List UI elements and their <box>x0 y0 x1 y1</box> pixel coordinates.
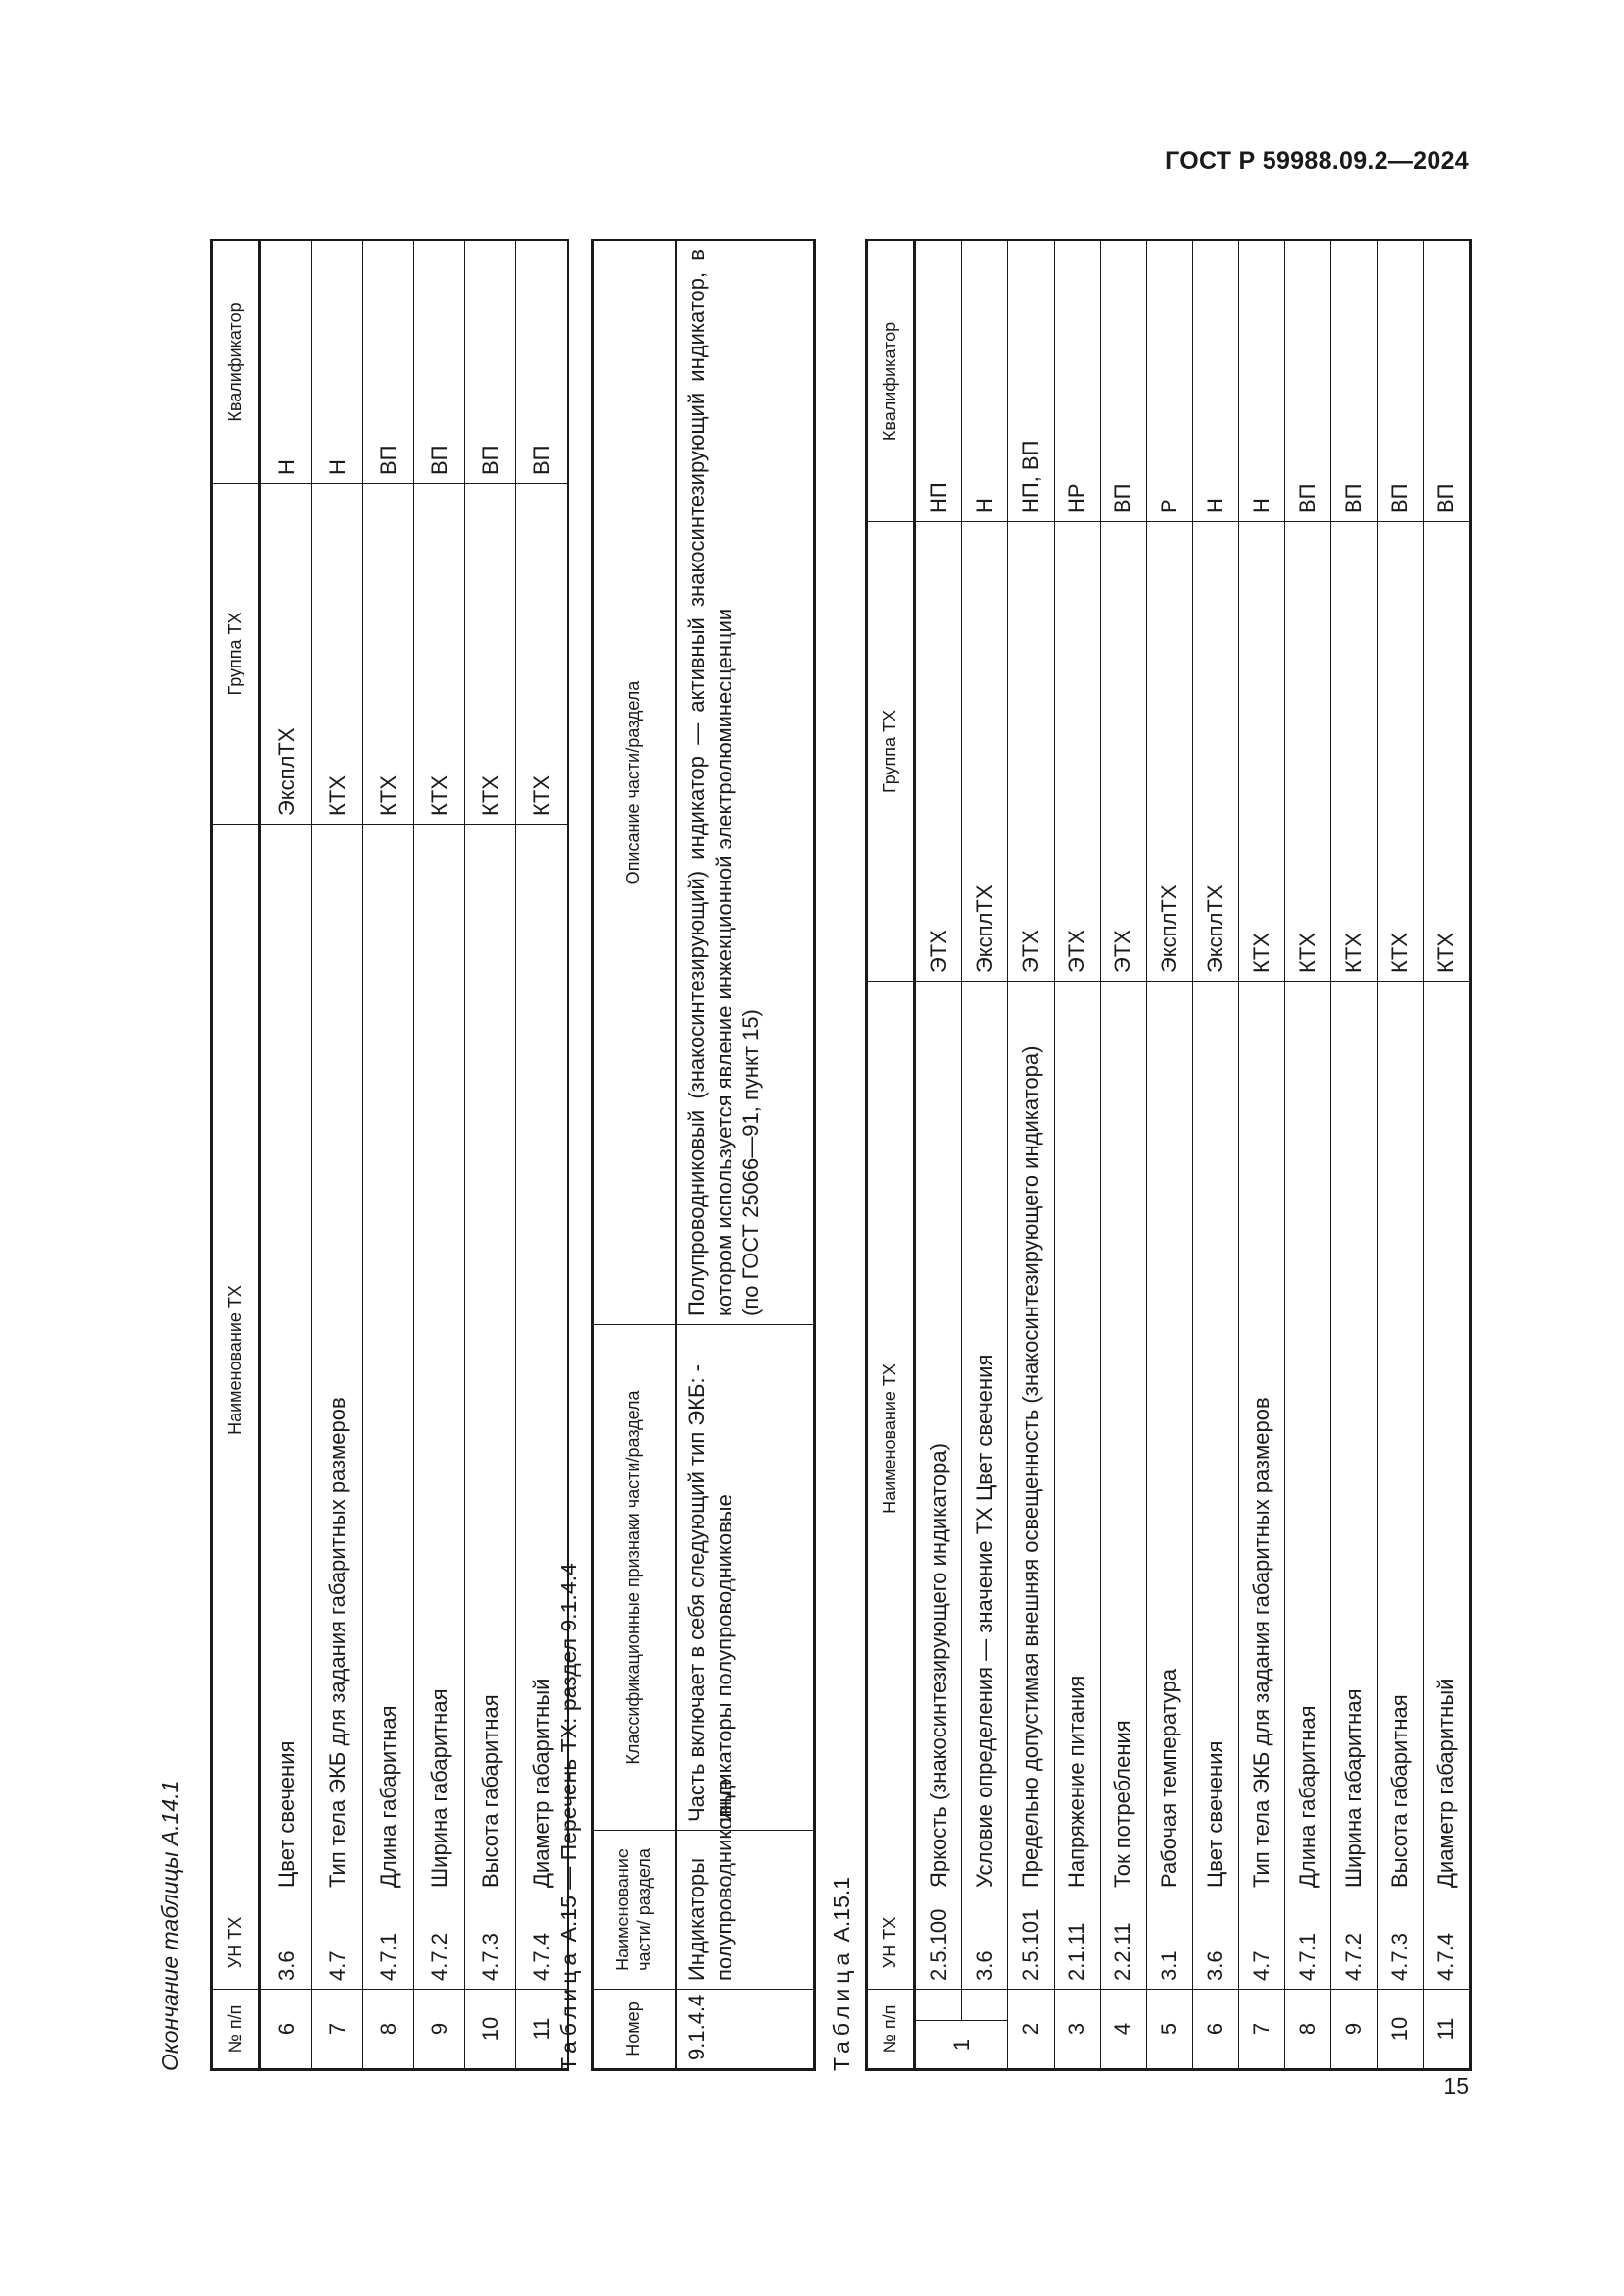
col-header-features: Классификационные признаки части/раздела <box>593 1325 677 1831</box>
cell-number: 11 <box>516 1990 568 2070</box>
table-row <box>414 240 465 2070</box>
col-header-name: Наименование ТХ <box>212 825 260 1896</box>
cell-name: Длина габаритная <box>1285 982 1331 1896</box>
cell-group: КТХ <box>1331 522 1378 982</box>
cell-name: Цвет свечения <box>260 825 312 1896</box>
document-code: ГОСТ Р 59988.09.2—2024 <box>1165 147 1469 175</box>
col-header-group: Группа ТХ <box>867 522 915 982</box>
col-header-number: № п/п <box>212 1990 260 2070</box>
cell-un: 2.2.11 <box>1101 1896 1147 1990</box>
cell-number: 4 <box>1101 1990 1147 2070</box>
table-row <box>915 240 962 2070</box>
table-a15 <box>591 239 816 2071</box>
cell-group: КТХ <box>1285 522 1331 982</box>
col-header-description: Описание части/раздела <box>593 240 677 1325</box>
table-row <box>465 240 516 2070</box>
cell-spacer <box>962 1990 1008 2021</box>
cell-number: 1 <box>915 2021 1008 2070</box>
cell-qualifier: ВП <box>1424 240 1471 522</box>
cell-group: КТХ <box>1239 522 1285 982</box>
cell-un: 3.1 <box>1147 1896 1193 1990</box>
cell-features: Часть включает в себя следующий тип ЭКБ: - индикаторы полупроводниковые <box>677 1325 815 1831</box>
cell-un: 3.6 <box>962 1896 1008 1990</box>
table-row <box>363 240 414 2070</box>
cell-un: 4.7.4 <box>516 1896 568 1990</box>
cell-number: 7 <box>1239 1990 1285 2070</box>
cell-name: Тип тела ЭКБ для задания габаритных размеров <box>1239 982 1285 1896</box>
cell-name: Рабочая температура <box>1147 982 1193 1896</box>
table-a141 <box>210 239 569 2071</box>
cell-group: КТХ <box>1424 522 1471 982</box>
table-a151-caption-text: А.15.1 <box>829 1876 854 1943</box>
table-row <box>1285 240 1331 2070</box>
table-row <box>677 240 815 2070</box>
cell-group: ЭксплТХ <box>260 484 312 825</box>
table-a151 <box>865 239 1472 2071</box>
cell-qualifier: ВП <box>465 240 516 484</box>
cell-group: ЭксплТХ <box>1193 522 1239 982</box>
table-row <box>260 240 312 2070</box>
table-a151-header-row <box>867 240 915 2070</box>
table-a15-header-row <box>593 240 677 2070</box>
col-header-un: УН ТХ <box>212 1896 260 1990</box>
cell-group: ЭТХ <box>1008 522 1055 982</box>
table-a15-caption-text: А.15 — Перечень ТХ: раздел 9.1.4.4 <box>556 1563 581 1943</box>
cell-group: КТХ <box>516 484 568 825</box>
cell-number: 6 <box>260 1990 312 2070</box>
col-header-qualifier: Квалификатор <box>212 240 260 484</box>
page-number: 15 <box>1443 2073 1469 2099</box>
cell-qualifier: ВП <box>414 240 465 484</box>
cell-name: Длина габаритная <box>363 825 414 1896</box>
cell-qualifier: ВП <box>1101 240 1147 522</box>
cell-number: 9.1.4.4 <box>677 1990 815 2070</box>
cell-number: 10 <box>1378 1990 1424 2070</box>
col-header-number: № п/п <box>867 1990 915 2070</box>
description-reference: (по ГОСТ 25066—91, пункт 15) <box>738 1009 763 1316</box>
cell-description <box>677 240 815 1325</box>
cell-group: КТХ <box>1378 522 1424 982</box>
cell-group: ЭТХ <box>1055 522 1101 982</box>
table-row <box>1101 240 1147 2070</box>
col-header-un: УН ТХ <box>867 1896 915 1990</box>
col-header-number: Номер <box>593 1990 677 2070</box>
cell-group: КТХ <box>414 484 465 825</box>
cell-name: Ширина габаритная <box>414 825 465 1896</box>
table-row <box>1193 240 1239 2070</box>
cell-un: 3.6 <box>260 1896 312 1990</box>
col-header-qualifier: Квалификатор <box>867 240 915 522</box>
cell-number: 9 <box>414 1990 465 2070</box>
table-row <box>1055 240 1101 2070</box>
cell-group: КТХ <box>465 484 516 825</box>
table-row <box>1424 240 1471 2070</box>
cell-number: 5 <box>1147 1990 1193 2070</box>
cell-name: Цвет свечения <box>1193 982 1239 1896</box>
cell-name: Диаметр габаритный <box>516 825 568 1896</box>
table-row <box>1378 240 1424 2070</box>
cell-qualifier: ВП <box>516 240 568 484</box>
cell-un: 4.7 <box>1239 1896 1285 1990</box>
cell-name: Яркость (знакосинтезирующего индикатора) <box>915 982 962 1896</box>
cell-part-name: Индикаторы полупроводниковые <box>677 1831 815 1990</box>
cell-un: 4.7.3 <box>1378 1896 1424 1990</box>
col-header-name: Наименование ТХ <box>867 982 915 1896</box>
cell-number: 8 <box>363 1990 414 2070</box>
cell-qualifier: ВП <box>1331 240 1378 522</box>
cell-un: 4.7 <box>312 1896 363 1990</box>
cell-group: ЭТХ <box>915 522 962 982</box>
table-row <box>312 240 363 2070</box>
cell-qualifier: Н <box>260 240 312 484</box>
cell-number: 6 <box>1193 1990 1239 2070</box>
table-a141-header-row <box>212 240 260 2070</box>
cell-name: Ток потребления <box>1101 982 1147 1896</box>
cell-un: 4.7.2 <box>1331 1896 1378 1990</box>
cell-name: Диаметр габаритный <box>1424 982 1471 1896</box>
cell-qualifier: НП, ВП <box>1008 240 1055 522</box>
cell-number: 8 <box>1285 1990 1331 2070</box>
cell-un: 3.6 <box>1193 1896 1239 1990</box>
table-a151-caption <box>829 1877 855 2071</box>
table-a141-caption: Окончание таблицы А.14.1 <box>157 1780 183 2071</box>
cell-un: 4.7.1 <box>1285 1896 1331 1990</box>
cell-qualifier: Р <box>1147 240 1193 522</box>
table-row <box>962 240 1008 2070</box>
cell-group: КТХ <box>312 484 363 825</box>
cell-qualifier: ВП <box>363 240 414 484</box>
cell-group: ЭксплТХ <box>962 522 1008 982</box>
cell-number: 9 <box>1331 1990 1378 2070</box>
cell-un: 2.1.11 <box>1055 1896 1101 1990</box>
cell-group: ЭксплТХ <box>1147 522 1193 982</box>
description-text: Полупроводниковый (знакосинтезирующий) индикатор — активный знакосинтезирующий индикатор, в котором используется явление инжекционной электролюминесценции <box>684 249 736 1316</box>
table-row <box>1239 240 1285 2070</box>
cell-name: Предельно допустимая внешняя освещенность (знакосинтезирующего индикатора) <box>1008 982 1055 1896</box>
cell-un: 4.7.1 <box>363 1896 414 1990</box>
cell-name: Условие определения — значение ТХ Цвет свечения <box>962 982 1008 1896</box>
cell-spacer <box>915 1990 962 2021</box>
cell-number: 11 <box>1424 1990 1471 2070</box>
cell-number: 10 <box>465 1990 516 2070</box>
cell-group: ЭТХ <box>1101 522 1147 982</box>
col-header-part-name: Наименование части/ раздела <box>593 1831 677 1990</box>
cell-name: Высота габаритная <box>465 825 516 1896</box>
cell-name: Ширина габаритная <box>1331 982 1378 1896</box>
cell-un: 4.7.4 <box>1424 1896 1471 1990</box>
cell-qualifier: Н <box>962 240 1008 522</box>
table-a151-caption-word: Таблица <box>829 1948 854 2071</box>
cell-qualifier: Н <box>1239 240 1285 522</box>
table-a15-caption <box>556 1563 582 2071</box>
cell-qualifier: НП <box>915 240 962 522</box>
cell-qualifier: НР <box>1055 240 1101 522</box>
cell-name: Тип тела ЭКБ для задания габаритных размеров <box>312 825 363 1896</box>
rotated-page-content <box>147 201 1483 2071</box>
table-a15-caption-word: Таблица <box>556 1948 581 2071</box>
cell-qualifier: Н <box>1193 240 1239 522</box>
cell-group: КТХ <box>363 484 414 825</box>
cell-un: 2.5.101 <box>1008 1896 1055 1990</box>
cell-un: 2.5.100 <box>915 1896 962 1990</box>
cell-qualifier: Н <box>312 240 363 484</box>
table-row <box>1331 240 1378 2070</box>
cell-name: Высота габаритная <box>1378 982 1424 1896</box>
table-row <box>1008 240 1055 2070</box>
table-row <box>1147 240 1193 2070</box>
col-header-group: Группа ТХ <box>212 484 260 825</box>
cell-qualifier: ВП <box>1378 240 1424 522</box>
cell-un: 4.7.2 <box>414 1896 465 1990</box>
cell-number: 3 <box>1055 1990 1101 2070</box>
cell-number: 2 <box>1008 1990 1055 2070</box>
cell-qualifier: ВП <box>1285 240 1331 522</box>
cell-name: Напряжение питания <box>1055 982 1101 1896</box>
cell-number: 7 <box>312 1990 363 2070</box>
cell-un: 4.7.3 <box>465 1896 516 1990</box>
